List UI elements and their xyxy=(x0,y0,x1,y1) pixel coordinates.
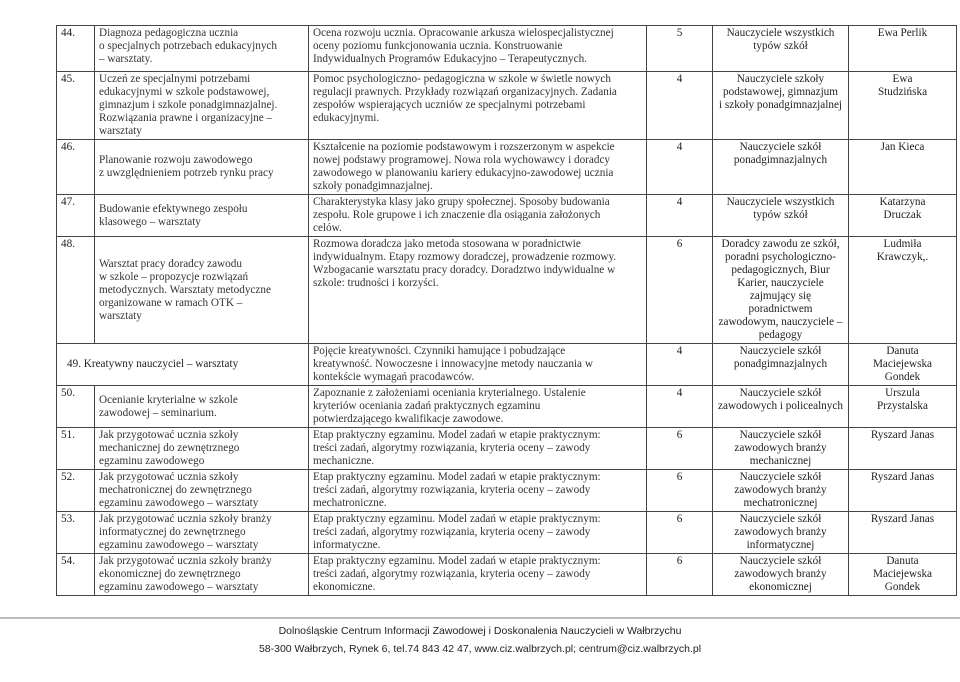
audience-line: zajmujący się poradnictwem xyxy=(748,290,813,315)
course-hours: 5 xyxy=(647,26,713,72)
audience-line: zawodowych branży xyxy=(734,442,827,454)
content-line: szkole: trudności i korzyści. xyxy=(313,277,439,289)
audience-line: ponadgimnazjalnych xyxy=(733,154,828,166)
topic-line: gimnazjum i szkole ponadgimnazjalnej. xyxy=(99,99,278,111)
content-line: regulacji prawnych. Przykłady rozwiązań organizacyjnych. Zadania xyxy=(313,86,617,98)
course-topic xyxy=(95,140,309,195)
course-content xyxy=(309,237,647,344)
course-leader xyxy=(849,195,957,237)
course-topic xyxy=(95,72,309,140)
course-leader xyxy=(849,237,957,344)
audience-line: typów szkół xyxy=(753,209,808,221)
topic-line: mechatronicznej do zewnętrznego xyxy=(99,484,252,496)
table-row xyxy=(57,344,957,386)
course-number: 48. xyxy=(57,237,95,344)
audience-line: zawodowym, nauczyciele – xyxy=(718,316,843,328)
course-content xyxy=(309,140,647,195)
topic-line: Jak przygotować ucznia szkoły xyxy=(99,471,239,483)
content-line: Zapoznanie z założeniami oceniania kryterialnego. Ustalenie xyxy=(313,387,586,399)
audience-line: Doradcy zawodu ze szkół, xyxy=(721,238,840,250)
table-row xyxy=(57,386,957,428)
audience-line: zawodowych branży xyxy=(734,568,827,580)
course-hours: 6 xyxy=(647,512,713,554)
topic-line: Warsztat pracy doradcy zawodu xyxy=(99,257,242,270)
audience-line: pedagogicznych, Biur xyxy=(731,264,830,276)
course-audience xyxy=(713,72,849,140)
table-row xyxy=(57,237,957,344)
audience-line: Nauczyciele szkół xyxy=(739,141,822,153)
course-topic xyxy=(95,470,309,512)
content-line: Etap praktyczny egzaminu. Model zadań w etapie praktycznym: xyxy=(313,429,601,441)
topic-line: Planowanie rozwoju zawodowego xyxy=(99,154,253,166)
topic-line: w szkole – propozycje rozwiązań xyxy=(99,270,249,283)
table-body xyxy=(57,26,957,596)
course-leader xyxy=(849,386,957,428)
content-line: zespołu. Role grupowe i ich znaczenie dla osiągania założonych xyxy=(313,209,601,221)
topic-line: metodycznych. Warsztaty metodyczne xyxy=(99,283,271,296)
content-line: kryteriów oceniania zadań praktycznych egzaminu xyxy=(313,400,541,412)
audience-line: Nauczyciele szkół xyxy=(739,513,822,525)
audience-line: podstawowej, gimnazjum xyxy=(723,86,838,98)
course-hours: 6 xyxy=(647,554,713,596)
table-row xyxy=(57,554,957,596)
course-content xyxy=(309,470,647,512)
content-line: Pomoc psychologiczno- pedagogiczna w szkole w świetle nowych xyxy=(313,73,611,85)
course-leader xyxy=(849,140,957,195)
table-row xyxy=(57,72,957,140)
audience-line: Nauczyciele szkół xyxy=(739,345,822,357)
table-row xyxy=(57,512,957,554)
course-leader xyxy=(849,26,957,72)
footer-contact: 58-300 Wałbrzych, Rynek 6, tel.74 843 42 47, www.ciz.walbrzych.pl; centrum@ciz.walbrzych.pl xyxy=(258,643,702,655)
leader-line: Katarzyna xyxy=(879,196,926,208)
leader-line: Maciejewska xyxy=(872,358,933,370)
leader-line: Maciejewska xyxy=(872,568,933,580)
topic-line: warsztaty xyxy=(99,125,142,137)
content-line: treści zadań, algorytmy rozwiązania, kryteria oceny – zawody xyxy=(313,484,591,496)
course-content xyxy=(309,26,647,72)
course-audience xyxy=(713,140,849,195)
leader-line: Ludmiła xyxy=(883,238,922,250)
content-line: Ocena rozwoju ucznia. Opracowanie arkusza wielospecjalistycznej xyxy=(313,27,614,39)
leader-line: Druczak xyxy=(883,209,922,221)
content-line: treści zadań, algorytmy rozwiązania, kryteria oceny – zawody xyxy=(313,526,591,538)
content-line: mechatroniczne. xyxy=(313,497,387,509)
leader-line: Danuta xyxy=(886,345,919,357)
audience-line: informatycznej xyxy=(746,539,815,551)
course-schedule-table xyxy=(56,25,957,596)
content-line: Etap praktyczny egzaminu. Model zadań w etapie praktycznym: xyxy=(313,513,601,525)
leader-line: Przystalska xyxy=(877,400,928,412)
content-line: treści zadań, algorytmy rozwiązania, kryteria oceny – zawody xyxy=(313,568,591,580)
course-audience xyxy=(713,344,849,386)
course-hours: 6 xyxy=(647,237,713,344)
course-audience xyxy=(713,26,849,72)
course-number: 46. xyxy=(57,140,95,195)
leader-line: Ewa xyxy=(892,73,913,85)
audience-line: Nauczyciele szkół xyxy=(739,429,822,441)
course-leader xyxy=(849,344,957,386)
table-row xyxy=(57,195,957,237)
topic-line: egzaminu zawodowego – warsztaty xyxy=(99,581,259,593)
content-line: edukacyjnymi. xyxy=(313,112,380,124)
course-topic xyxy=(95,237,309,344)
topic-line: Ocenianie kryterialne w szkole xyxy=(99,393,238,406)
course-hours: 4 xyxy=(647,140,713,195)
course-audience xyxy=(713,512,849,554)
topic-line: z uwzględnieniem potrzeb rynku pracy xyxy=(99,167,274,179)
topic-line: – warsztaty. xyxy=(99,53,153,65)
audience-line: ekonomicznej xyxy=(749,581,812,593)
topic-line: klasowego – warsztaty xyxy=(99,215,201,228)
course-topic: Kreatywny nauczyciel – warsztaty xyxy=(83,358,239,370)
course-audience xyxy=(713,237,849,344)
content-line: nowej podstawy programowej. Nowa rola wychowawcy i doradcy xyxy=(313,154,611,166)
content-line: indywidualnym. Etapy rozmowy doradczej, prowadzenie rozmowy. xyxy=(313,251,617,263)
audience-line: Nauczyciele szkół xyxy=(739,387,822,399)
course-topic xyxy=(95,195,309,237)
page-footer xyxy=(0,617,960,682)
leader-line: Gondek xyxy=(884,371,921,383)
leader-line: Urszula xyxy=(885,387,920,399)
content-line: oceny poziomu funkcjonowania ucznia. Konstruowanie xyxy=(313,40,563,52)
audience-line: poradni psychologiczno- xyxy=(725,251,836,263)
content-line: Etap praktyczny egzaminu. Model zadań w etapie praktycznym: xyxy=(313,555,601,567)
content-line: kontekście wymagań pracodawców. xyxy=(313,371,475,383)
course-hours: 4 xyxy=(647,72,713,140)
topic-line: egzaminu zawodowego – warsztaty xyxy=(99,539,259,551)
table-row xyxy=(57,428,957,470)
audience-line: i szkoły ponadgimnazjalnej xyxy=(718,99,843,111)
topic-line: ekonomicznej do zewnętrznego xyxy=(99,568,241,580)
course-topic xyxy=(95,554,309,596)
leader-line: Gondek xyxy=(884,581,921,593)
content-line: mechaniczne. xyxy=(313,455,375,467)
content-line: potwierdzającego kwalifikacje zawodowe. xyxy=(313,413,504,425)
course-number: 54. xyxy=(57,554,95,596)
audience-line: Nauczyciele wszystkich xyxy=(726,27,835,39)
course-hours: 4 xyxy=(647,195,713,237)
content-line: zespołów wspierających uczniów ze specjalnymi potrzebami xyxy=(313,99,586,111)
audience-line: Nauczyciele szkół xyxy=(739,471,822,483)
audience-line: zawodowych branży xyxy=(734,484,827,496)
course-topic xyxy=(95,386,309,428)
content-line: Wzbogacanie warsztatu pracy doradcy. Doradztwo indywidualne w xyxy=(313,264,616,276)
course-leader xyxy=(849,72,957,140)
audience-line: Karier, nauczyciele xyxy=(737,277,824,289)
topic-line: Jak przygotować ucznia szkoły branży xyxy=(99,555,272,567)
audience-line: zawodowych branży xyxy=(734,526,827,538)
topic-line: zawodowej – seminarium. xyxy=(99,406,217,419)
leader-line: Ewa Perlik xyxy=(877,27,928,39)
audience-line: mechanicznej xyxy=(749,455,812,467)
leader-line: Studzińska xyxy=(877,86,928,98)
topic-line: edukacyjnymi w szkole podstawowej, xyxy=(99,86,270,98)
topic-line: egzaminu zawodowego – warsztaty xyxy=(99,497,259,509)
topic-line: Diagnoza pedagogiczna ucznia xyxy=(99,27,239,39)
course-hours: 4 xyxy=(647,386,713,428)
course-leader xyxy=(849,554,957,596)
table-row xyxy=(57,140,957,195)
topic-line: warsztaty xyxy=(99,309,142,322)
course-topic xyxy=(95,26,309,72)
course-content xyxy=(309,195,647,237)
topic-line: mechanicznej do zewnętrznego xyxy=(99,442,240,454)
course-content xyxy=(309,512,647,554)
course-number: 51. xyxy=(57,428,95,470)
course-audience xyxy=(713,554,849,596)
topic-line: informatycznej do zewnętrznego xyxy=(99,526,246,538)
course-hours: 6 xyxy=(647,428,713,470)
content-line: Kształcenie na poziomie podstawowym i rozszerzonym w aspekcie xyxy=(313,141,615,153)
topic-line: Jak przygotować ucznia szkoły xyxy=(99,429,239,441)
table-row xyxy=(57,26,957,72)
content-line: Pojęcie kreatywności. Czynniki hamujące i pobudzające xyxy=(313,345,566,357)
content-line: Rozmowa doradcza jako metoda stosowana w poradnictwie xyxy=(313,238,581,250)
content-line: treści zadań, algorytmy rozwiązania, kryteria oceny – zawody xyxy=(313,442,591,454)
content-line: Indywidualnych Programów Edukacyjno – Terapeutycznych. xyxy=(313,53,587,65)
course-content xyxy=(309,554,647,596)
audience-line: Nauczyciele szkół xyxy=(739,555,822,567)
content-line: Charakterystyka klasy jako grupy społecznej. Sposoby budowania xyxy=(313,196,610,208)
course-hours: 6 xyxy=(647,470,713,512)
course-leader xyxy=(849,512,957,554)
course-number: 52. xyxy=(57,470,95,512)
leader-line: Krawczyk,. xyxy=(876,251,929,263)
course-content xyxy=(309,428,647,470)
course-number: 50. xyxy=(57,386,95,428)
audience-line: pedagogy xyxy=(758,329,803,341)
audience-line: typów szkół xyxy=(753,40,808,52)
course-number: 47. xyxy=(57,195,95,237)
course-topic xyxy=(95,512,309,554)
course-content xyxy=(309,72,647,140)
footer-institution: Dolnośląskie Centrum Informacji Zawodowej i Doskonalenia Nauczycieli w Wałbrzychu xyxy=(278,625,682,637)
audience-line: Nauczyciele szkoły xyxy=(736,73,825,85)
course-audience xyxy=(713,195,849,237)
content-line: ekonomiczne. xyxy=(313,581,376,593)
course-content xyxy=(309,344,647,386)
content-line: informatyczne. xyxy=(313,539,381,551)
course-number: 53. xyxy=(57,512,95,554)
topic-line: Jak przygotować ucznia szkoły branży xyxy=(99,513,272,525)
course-leader xyxy=(849,470,957,512)
course-audience xyxy=(713,470,849,512)
course-leader xyxy=(849,428,957,470)
topic-line: egzaminu zawodowego xyxy=(99,455,205,467)
topic-line: organizowane w ramach OTK – xyxy=(99,296,243,309)
course-number: 45. xyxy=(57,72,95,140)
audience-line: Nauczyciele wszystkich xyxy=(726,196,835,208)
leader-line: Jan Kieca xyxy=(880,141,925,153)
course-number: 44. xyxy=(57,26,95,72)
topic-line: Uczeń ze specjalnymi potrzebami xyxy=(99,73,251,85)
course-hours: 4 xyxy=(647,344,713,386)
audience-line: zawodowych i policealnych xyxy=(718,400,843,412)
course-audience xyxy=(713,386,849,428)
course-title-cell xyxy=(57,344,309,386)
leader-line: Ryszard Janas xyxy=(870,471,935,483)
leader-line: Danuta xyxy=(886,555,919,567)
leader-line: Ryszard Janas xyxy=(870,513,935,525)
topic-line: Rozwiązania prawne i organizacyjne – xyxy=(99,112,273,124)
content-line: Etap praktyczny egzaminu. Model zadań w etapie praktycznym: xyxy=(313,471,601,483)
audience-line: mechatronicznej xyxy=(743,497,818,509)
course-number: 49. xyxy=(67,358,81,370)
topic-line: o specjalnych potrzebach edukacyjnych xyxy=(99,40,277,52)
course-topic xyxy=(95,428,309,470)
topic-line: Budowanie efektywnego zespołu xyxy=(99,202,248,215)
content-line: kreatywność. Nowoczesne i innowacyjne metody nauczania w xyxy=(313,358,593,370)
leader-line: Ryszard Janas xyxy=(870,429,935,441)
course-audience xyxy=(713,428,849,470)
content-line: zawodowego w planowaniu kariery edukacyjno-zawodowej ucznia xyxy=(313,167,614,179)
content-line: szkoły ponadgimnazjalnej. xyxy=(313,180,433,192)
course-content xyxy=(309,386,647,428)
content-line: celów. xyxy=(313,222,342,234)
audience-line: ponadgimnazjalnych xyxy=(733,358,828,370)
table-row xyxy=(57,470,957,512)
